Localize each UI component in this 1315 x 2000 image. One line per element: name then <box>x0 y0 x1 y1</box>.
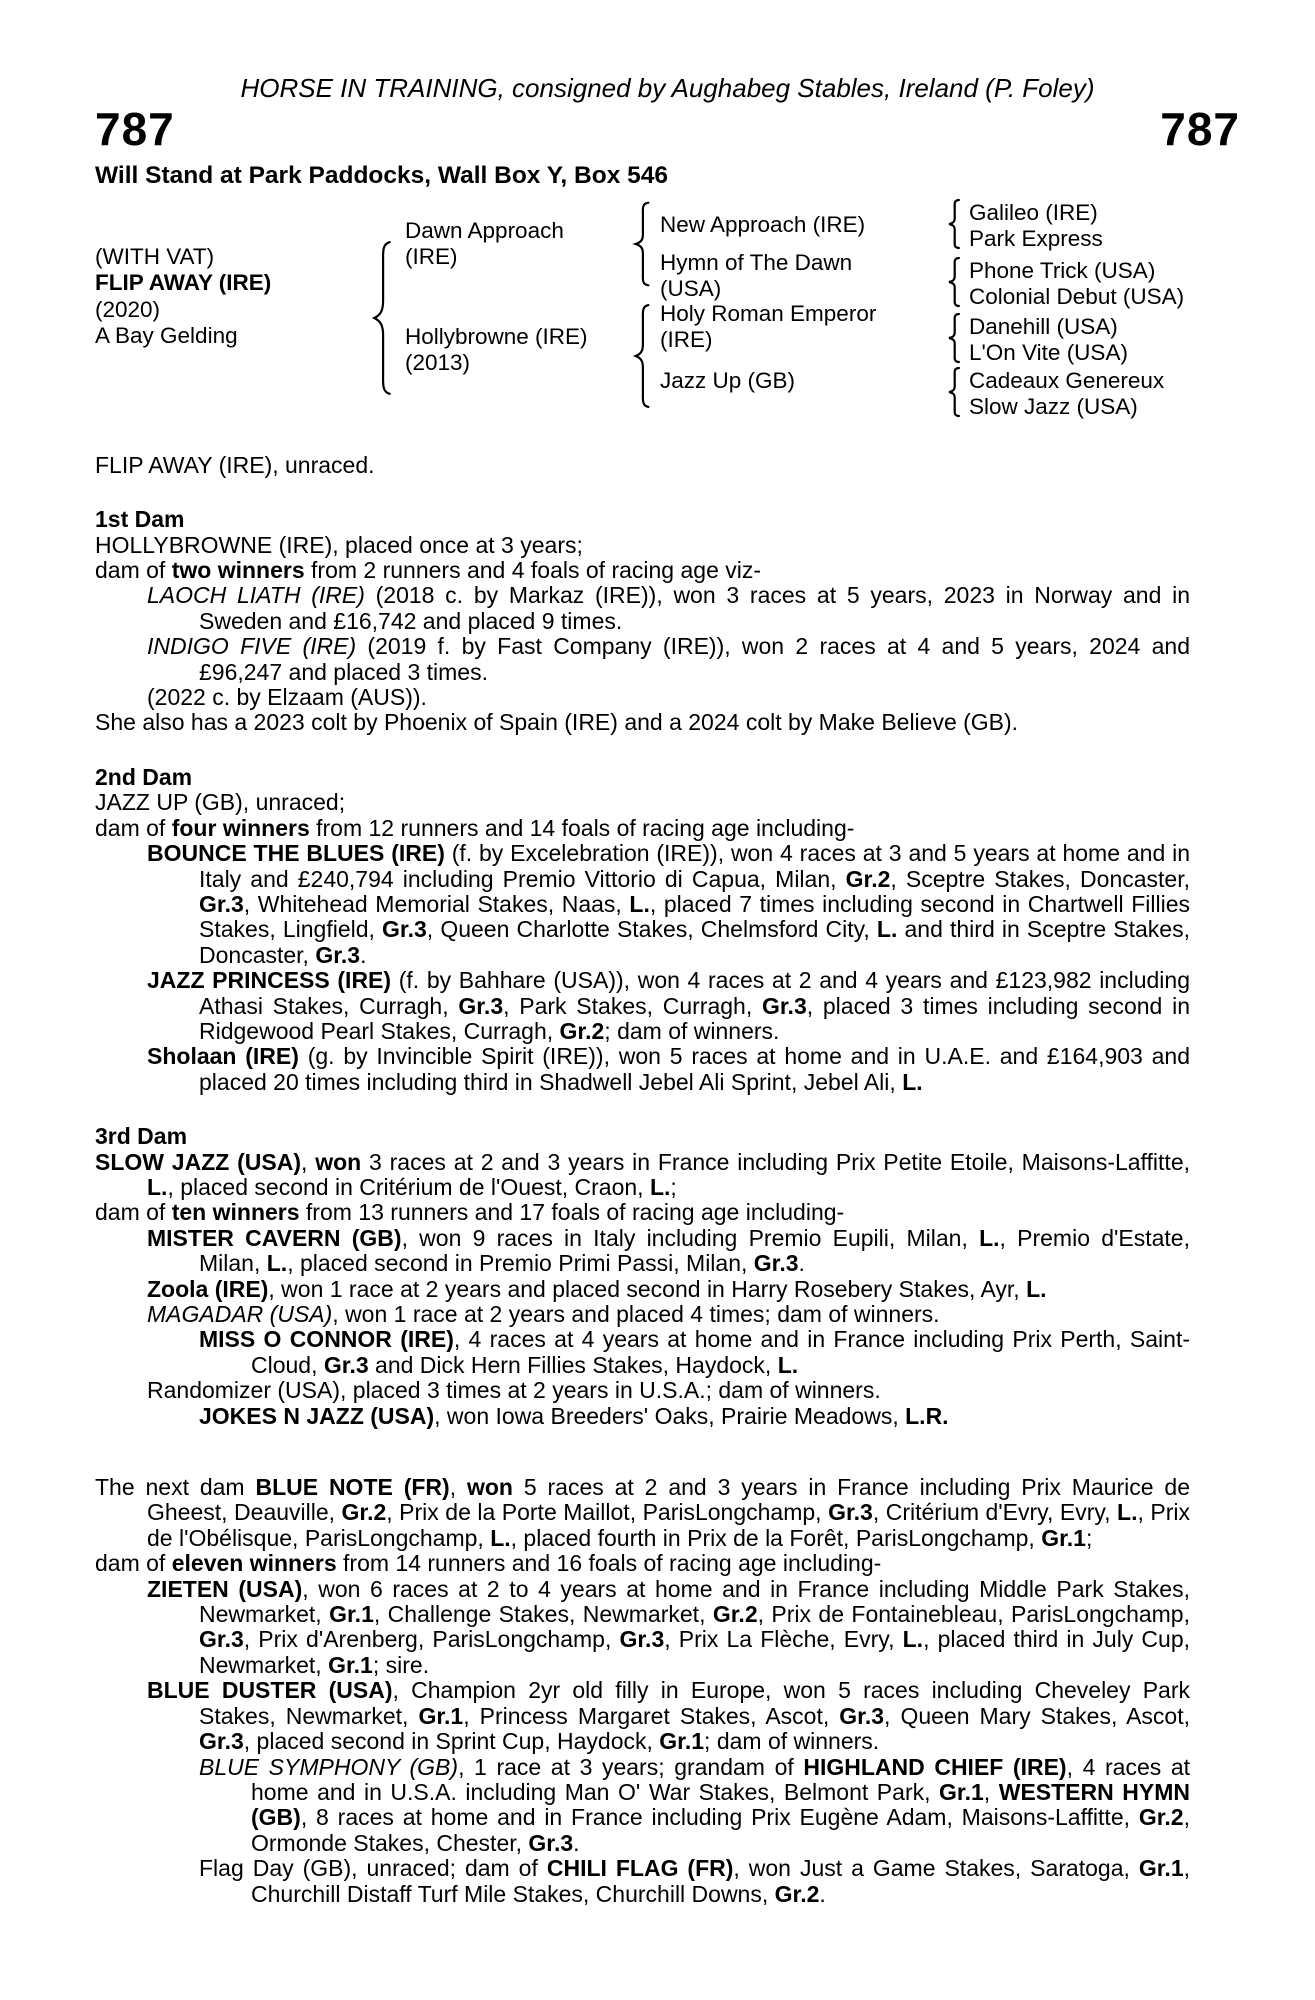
text-run: BLUE SYMPHONY (GB) <box>199 1753 459 1780</box>
text-run: L. <box>147 1173 168 1200</box>
text-run: from 12 runners and 14 foals of racing age including- <box>309 814 855 841</box>
text-run: Gr.3 <box>315 941 361 968</box>
text-run: , Critérium d'Evry, Evry, <box>872 1499 1118 1526</box>
text-run: and third in Sceptre Stakes, Doncaster, <box>199 916 1190 968</box>
para-indigo-five <box>95 634 1190 685</box>
text-run: , Queen Mary Stakes, Ascot, <box>884 1702 1191 1729</box>
text-run: , Sceptre Stakes, Doncaster, <box>890 865 1190 892</box>
para-slow-jazz <box>95 1150 1190 1201</box>
text-run: , Challenge Stakes, Newmarket, <box>373 1601 713 1628</box>
dam-heading-third-dam: 3rd Dam <box>95 1123 188 1150</box>
ggp-cadeaux: Cadeaux Genereux <box>969 367 1165 393</box>
para-magadar <box>95 1302 1190 1327</box>
para-randomizer <box>95 1378 1190 1403</box>
text-run: MAGADAR (USA) <box>147 1301 333 1327</box>
text-run: , Champion 2yr old filly in Europe, won 5 races including Cheveley Park Stakes, Newmarket, <box>199 1677 1190 1729</box>
para-mister-cavern <box>95 1226 1190 1277</box>
lot-number-row <box>95 105 1240 157</box>
text-run: L. <box>649 1173 671 1200</box>
text-run: Gr.1 <box>329 1601 374 1628</box>
dam-heading-second-dam: 2nd Dam <box>95 763 193 790</box>
para-laoch-liath <box>95 583 1190 634</box>
para-elzaam-colt <box>95 685 1190 710</box>
text-run: HIGHLAND CHIEF (IRE) <box>803 1753 1067 1780</box>
text-run: Gr.3 <box>761 992 807 1019</box>
text-run: , placed second in Critérium de l'Ouest, Craon, <box>167 1173 650 1200</box>
ggp-park-express: Park Express <box>969 225 1103 251</box>
subject-description: A Bay Gelding <box>95 322 238 348</box>
dam-sire-line1: Holy Roman Emperor <box>660 300 877 326</box>
text-run: HOLLYBROWNE (IRE), placed once at 3 years; <box>95 531 583 558</box>
text-run: L. <box>902 1068 923 1095</box>
para-miss-o-connor <box>95 1327 1190 1378</box>
text-run: . <box>360 941 367 968</box>
text-run: , placed 7 times including second in Chartwell Fillies Stakes, Lingfield, <box>199 890 1190 943</box>
text-run: , Prix La Flèche, Evry, <box>664 1626 903 1653</box>
para-third-dam-produce <box>95 1200 1190 1225</box>
ggp-colonial-debut: Colonial Debut (USA) <box>969 283 1185 309</box>
text-run: , 4 races at home and in U.S.A. including Man O' War Stakes, Belmont Park, <box>251 1753 1191 1805</box>
text-run: ten winners <box>171 1199 300 1226</box>
text-run: MISTER CAVERN (GB) <box>147 1224 402 1251</box>
text-run: BLUE DUSTER (USA) <box>147 1677 393 1704</box>
text-run: LAOCH LIATH (IRE) <box>147 582 365 609</box>
para-zieten <box>95 1577 1190 1679</box>
text-run: , 4 races at 4 years at home and in France including Prix Perth, Saint-Cloud, <box>251 1326 1190 1378</box>
text-run: Gr.3 <box>323 1351 369 1378</box>
text-run: from 2 runners and 4 foals of racing age viz- <box>304 557 762 584</box>
text-run: Gr.3 <box>753 1250 799 1277</box>
subject-name: FLIP AWAY (IRE) <box>95 269 272 295</box>
text-run: , Princess Margaret Stakes, Ascot, <box>463 1702 840 1729</box>
text-run: Gr.3 <box>839 1702 885 1729</box>
text-run: (f. by Bahhare (USA)), won 4 races at 2 and 4 years and £123,982 including Athasi Stakes, Curragh, <box>199 967 1190 1019</box>
text-run: (2018 c. by Markaz (IRE)), won 3 races at 5 years, 2023 in Norway and in Sweden and £16,742 and placed 9 times. <box>199 582 1191 634</box>
text-run: , Prix de la Porte Maillot, ParisLongchamp, <box>386 1499 829 1526</box>
text-run: Gr.3 <box>199 1728 244 1755</box>
text-run: L. <box>629 890 650 917</box>
text-run: Gr.2 <box>712 1601 758 1628</box>
text-run: , <box>301 1148 316 1175</box>
text-run: , <box>983 1778 999 1805</box>
text-run: , Whitehead Memorial Stakes, Naas, <box>243 890 630 917</box>
pedigree-brace-sire <box>633 201 651 287</box>
text-run: WESTERN HYMN (GB) <box>251 1778 1190 1831</box>
text-run: ; <box>1085 1524 1093 1551</box>
sire-dam-line1: Hymn of The Dawn <box>660 249 853 275</box>
dam-name: Hollybrowne (IRE) <box>405 323 588 349</box>
dam-sire-line2: (IRE) <box>660 326 713 352</box>
text-run: , 8 races at home and in France including Prix Eugène Adam, Maisons-Laffitte, <box>300 1804 1139 1831</box>
text-run: , Ormonde Stakes, Chester, <box>251 1804 1190 1856</box>
text-run: Gr.2 <box>774 1880 820 1907</box>
para-blue-note-produce <box>95 1551 1190 1576</box>
text-run: Gr.2 <box>341 1499 387 1526</box>
text-run: Gr.3 <box>458 992 504 1019</box>
text-run: BOUNCE THE BLUES (IRE) <box>147 840 445 867</box>
text-run: SLOW JAZZ (USA) <box>95 1148 301 1175</box>
text-run: , Queen Charlotte Stakes, Chelmsford City, <box>426 916 877 943</box>
para-blue-duster <box>95 1678 1190 1754</box>
text-run: , placed 3 times including second in Ridgewood Pearl Stakes, Curragh, <box>199 992 1190 1044</box>
text-run: CHILI FLAG (FR) <box>546 1855 734 1882</box>
text-run: dam of <box>95 1550 172 1577</box>
text-run: won <box>315 1148 362 1175</box>
text-run: L. <box>266 1250 288 1277</box>
text-run: ; dam of winners. <box>704 1728 880 1755</box>
text-run: The next dam <box>95 1474 256 1501</box>
text-run: L. <box>876 916 898 943</box>
text-run: . <box>819 1880 826 1907</box>
text-run: Randomizer (USA), placed 3 times at 2 years in U.S.A.; dam of winners. <box>147 1377 881 1404</box>
dam-year: (2013) <box>405 349 471 375</box>
text-run: She also has a 2023 colt by Phoenix of Spain (IRE) and a 2024 colt by Make Believe (GB). <box>95 709 1019 736</box>
para-bounce-the-blues <box>95 841 1190 968</box>
text-run: , won Iowa Breeders' Oaks, Prairie Meadows, <box>434 1402 906 1429</box>
text-run: FLIP AWAY (IRE), unraced. <box>95 451 375 478</box>
para-blue-symphony <box>95 1755 1190 1857</box>
para-jokes-n-jazz <box>95 1404 1190 1429</box>
section-further-family <box>95 1475 1190 1907</box>
text-run: JAZZ PRINCESS (IRE) <box>147 967 392 994</box>
text-run: , Churchill Distaff Turf Mile Stakes, Churchill Downs, <box>251 1855 1191 1907</box>
text-run: from 14 runners and 16 foals of racing age including- <box>336 1550 882 1577</box>
text-run: 3 races at 2 and 3 years in France including Prix Petite Etoile, Maisons-Laffitte, <box>361 1148 1190 1175</box>
text-run: eleven winners <box>171 1550 337 1577</box>
text-run: four winners <box>171 814 310 841</box>
para-second-dam-produce <box>95 816 1190 841</box>
text-run: (f. by Excelebration (IRE)), won 4 races at 3 and 5 years at home and in Italy and £240,794 including Premio Vittorio di Capua, Milan, <box>199 840 1190 892</box>
consignment-header: HORSE IN TRAINING, consigned by Aughabeg Stables, Ireland (P. Foley) <box>240 73 1095 103</box>
lot-number-right: 787 <box>1160 103 1240 156</box>
text-run: Gr.1 <box>659 1728 705 1755</box>
catalogue-body <box>95 453 1240 1907</box>
sire-suffix: (IRE) <box>405 243 458 269</box>
text-run: Gr.1 <box>1041 1524 1086 1551</box>
section-first-dam <box>95 507 1190 736</box>
text-run: Gr.3 <box>199 890 244 917</box>
sire-name: Dawn Approach <box>405 217 564 243</box>
text-run: . <box>798 1250 805 1277</box>
text-run: L. <box>979 1224 1000 1251</box>
subject-vat-note: (WITH VAT) <box>95 243 215 269</box>
text-run: L. <box>777 1351 799 1378</box>
pedigree-brace-sd <box>947 257 961 307</box>
pedigree-brace-ss <box>947 199 961 249</box>
text-run: two winners <box>171 557 305 584</box>
text-run: from 13 runners and 17 foals of racing age including- <box>299 1199 845 1226</box>
text-run: , Premio d'Estate, Milan, <box>199 1224 1190 1277</box>
ggp-phone-trick: Phone Trick (USA) <box>969 257 1156 283</box>
text-run: (g. by Invincible Spirit (IRE)), won 5 races at home and in U.A.E. and £164,903 and placed 20 times including third in Shadwell Jebel Ali Sprint, Jebel Ali, <box>199 1043 1191 1095</box>
text-run: , 1 race at 3 years; grandam of <box>458 1753 804 1780</box>
text-run: . <box>573 1829 580 1856</box>
ggp-galileo: Galileo (IRE) <box>969 199 1098 225</box>
ggp-lon-vite: L'On Vite (USA) <box>969 339 1128 365</box>
text-run: Gr.3 <box>828 1499 873 1526</box>
text-run: L. <box>1117 1499 1138 1526</box>
text-run: Gr.1 <box>418 1702 464 1729</box>
text-run: L. <box>490 1524 511 1551</box>
text-run: Sholaan (IRE) <box>147 1043 299 1070</box>
section-second-dam <box>95 765 1190 1095</box>
text-run: , won 1 race at 2 years and placed second in Harry Rosebery Stakes, Ayr, <box>268 1275 1027 1302</box>
text-run: ; dam of winners. <box>604 1017 780 1044</box>
para-jazz-up <box>95 790 1190 815</box>
pedigree-brace-dam <box>633 303 651 409</box>
text-run: Gr.3 <box>199 1626 244 1653</box>
text-run: , Park Stakes, Curragh, <box>503 992 762 1019</box>
text-run: , <box>449 1474 467 1501</box>
para-race-record <box>95 453 1190 478</box>
text-run: JOKES N JAZZ (USA) <box>199 1402 435 1429</box>
text-run: BLUE NOTE (FR) <box>255 1474 450 1501</box>
text-run: , won 6 races at 2 to 4 years at home and in France including Middle Park Stakes, Newmarket, <box>199 1575 1190 1628</box>
text-run: , placed second in Sprint Cup, Haydock, <box>243 1728 660 1755</box>
text-run: JAZZ UP (GB), unraced; <box>95 789 346 816</box>
text-run: dam of <box>95 814 172 841</box>
para-sholaan <box>95 1044 1190 1095</box>
text-run: , won 1 race at 2 years and placed 4 times; dam of winners. <box>332 1301 940 1327</box>
dam-heading-first-dam: 1st Dam <box>95 506 185 533</box>
text-run: Flag Day (GB), unraced; dam of <box>199 1855 547 1882</box>
text-run: Gr.2 <box>1138 1804 1184 1831</box>
text-run: Gr.1 <box>328 1651 373 1678</box>
text-run: won <box>466 1474 513 1501</box>
text-run: (2022 c. by Elzaam (AUS)). <box>147 684 427 711</box>
text-run: , placed second in Premio Primi Passi, Milan, <box>287 1250 754 1277</box>
subject-year-foaled: (2020) <box>95 296 161 322</box>
text-run: ZIETEN (USA) <box>147 1575 303 1602</box>
text-run: Gr.2 <box>559 1017 605 1044</box>
text-run: MISS O CONNOR (IRE) <box>199 1326 454 1353</box>
text-run: Gr.1 <box>1138 1855 1184 1882</box>
text-run: 5 races at 2 and 3 years in France including Prix Maurice de Gheest, Deauville, <box>147 1474 1190 1526</box>
text-run: , placed third in July Cup, Newmarket, <box>199 1626 1191 1678</box>
text-run: ; <box>670 1173 677 1200</box>
text-run: L.R. <box>905 1402 949 1429</box>
text-run: Gr.3 <box>619 1626 665 1653</box>
ggp-danehill: Danehill (USA) <box>969 313 1118 339</box>
dam-dam: Jazz Up (GB) <box>660 367 796 393</box>
text-run: L. <box>902 1626 924 1653</box>
text-run: dam of <box>95 1199 172 1226</box>
sire-sire: New Approach (IRE) <box>660 211 866 237</box>
text-run: INDIGO FIVE (IRE) <box>147 633 357 660</box>
lot-number-left: 787 <box>95 103 175 156</box>
text-run: L. <box>1026 1275 1047 1302</box>
para-jazz-princess <box>95 968 1190 1044</box>
text-run: dam of <box>95 557 172 584</box>
para-flag-day <box>95 1856 1190 1907</box>
text-run: ; sire. <box>372 1651 430 1678</box>
text-run: Gr.1 <box>939 1778 984 1805</box>
text-run: , placed fourth in Prix de la Forêt, ParisLongchamp, <box>510 1524 1042 1551</box>
para-hollybrowne <box>95 533 1190 558</box>
para-she-also-has <box>95 710 1190 735</box>
pedigree-chart <box>95 199 1240 427</box>
sire-dam-line2: (USA) <box>660 275 722 301</box>
pedigree-brace-subject <box>371 239 393 397</box>
text-run: (2019 f. by Fast Company (IRE)), won 2 races at 4 and 5 years, 2024 and £96,247 and placed 3 times. <box>199 633 1190 685</box>
section-third-dam <box>95 1124 1190 1429</box>
text-run: , won Just a Game Stakes, Saratoga, <box>733 1855 1139 1882</box>
text-run: Zoola (IRE) <box>147 1275 269 1302</box>
text-run: , won 9 races in Italy including Premio Eupili, Milan, <box>401 1224 980 1251</box>
text-run: , Prix de l'Obélisque, ParisLongchamp, <box>147 1499 1190 1551</box>
text-run: Gr.2 <box>845 865 891 892</box>
text-run: , Prix d'Arenberg, ParisLongchamp, <box>243 1626 620 1653</box>
text-run: , Prix de Fontainebleau, ParisLongchamp, <box>757 1601 1190 1628</box>
para-zoola <box>95 1277 1190 1302</box>
text-run: Gr.3 <box>382 916 427 943</box>
stand-location: Will Stand at Park Paddocks, Wall Box Y, Box 546 <box>95 162 668 190</box>
ggp-slow-jazz: Slow Jazz (USA) <box>969 393 1138 419</box>
pedigree-brace-dd <box>947 367 961 417</box>
text-run: Gr.3 <box>528 1829 574 1856</box>
para-first-dam-produce <box>95 558 1190 583</box>
pedigree-brace-ds <box>947 313 961 363</box>
section-race-record <box>95 453 1190 478</box>
para-blue-note <box>95 1475 1190 1551</box>
text-run: and Dick Hern Fillies Stakes, Haydock, <box>368 1351 778 1378</box>
